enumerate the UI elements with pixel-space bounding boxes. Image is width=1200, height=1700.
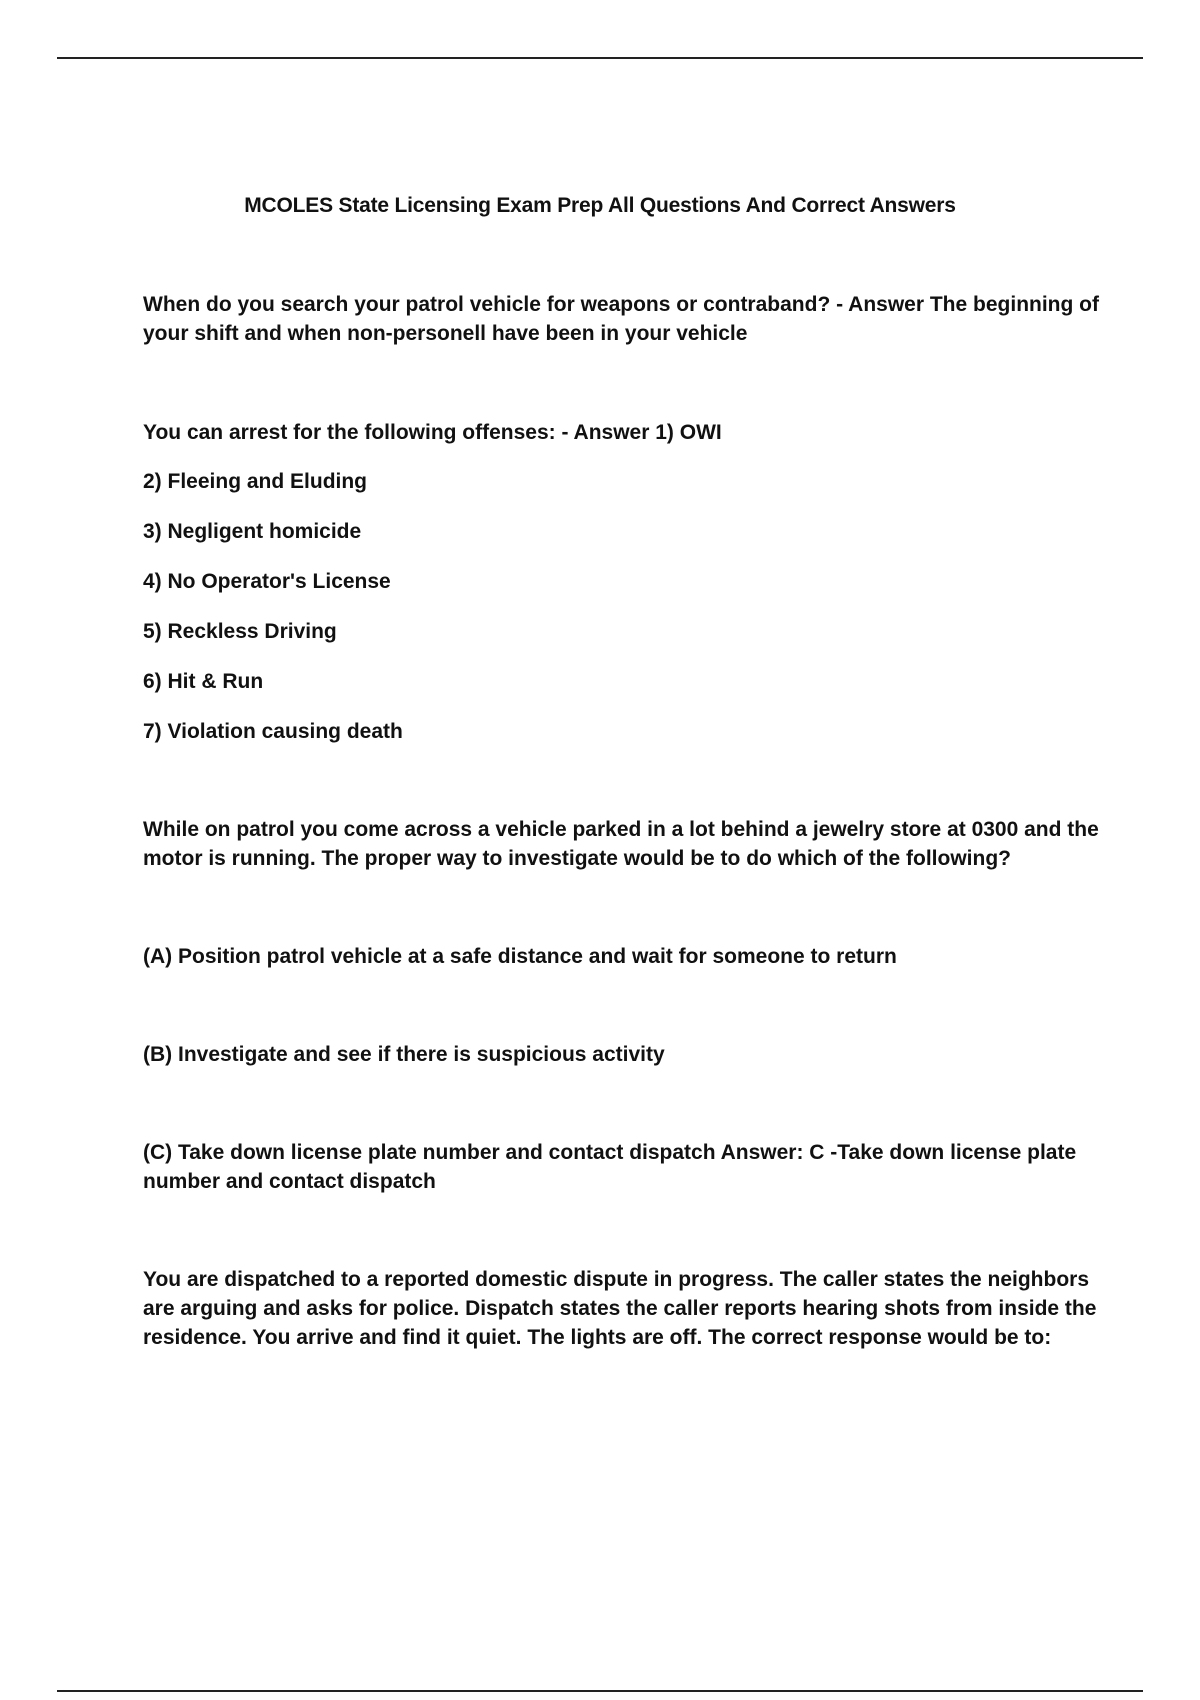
question-jewelry-store-vehicle: While on patrol you come across a vehicle parked in a lot behind a jewelry store at 0300 and the motor is running. The proper way to investigate would be to do which of the following? (143, 818, 1099, 870)
option-a: (A) Position patrol vehicle at a safe distance and wait for someone to return (143, 945, 897, 968)
question-domestic-dispute: You are dispatched to a reported domestic dispute in progress. The caller states the neighbors are arguing and asks for police. Dispatch states the caller reports hearing shots from inside the residence. You arrive and find it quiet. The lights are off. The correct response would be to: (143, 1268, 1097, 1349)
document-title: MCOLES State Licensing Exam Prep All Questions And Correct Answers (244, 194, 956, 217)
offense-item-6: 6) Hit & Run (143, 670, 264, 693)
offense-item-4: 4) No Operator's License (143, 570, 391, 593)
question-arrest-offenses: You can arrest for the following offenses: - Answer 1) OWI (143, 421, 722, 444)
option-c-answer: (C) Take down license plate number and contact dispatch Answer: C -Take down license plate number and contact dispatch (143, 1141, 1077, 1193)
offense-item-7: 7) Violation causing death (143, 720, 403, 743)
option-b: (B) Investigate and see if there is suspicious activity (143, 1043, 665, 1066)
document-body (143, 290, 1103, 1352)
offense-item-3: 3) Negligent homicide (143, 520, 362, 543)
offense-item-2: 2) Fleeing and Eluding (143, 470, 368, 493)
header-rule (57, 57, 1143, 59)
offense-item-5: 5) Reckless Driving (143, 620, 337, 643)
question-patrol-vehicle-search: When do you search your patrol vehicle for weapons or contraband? - Answer The beginning of your shift and when non-personell have been in your vehicle (143, 293, 1099, 345)
footer-rule (57, 1690, 1143, 1692)
